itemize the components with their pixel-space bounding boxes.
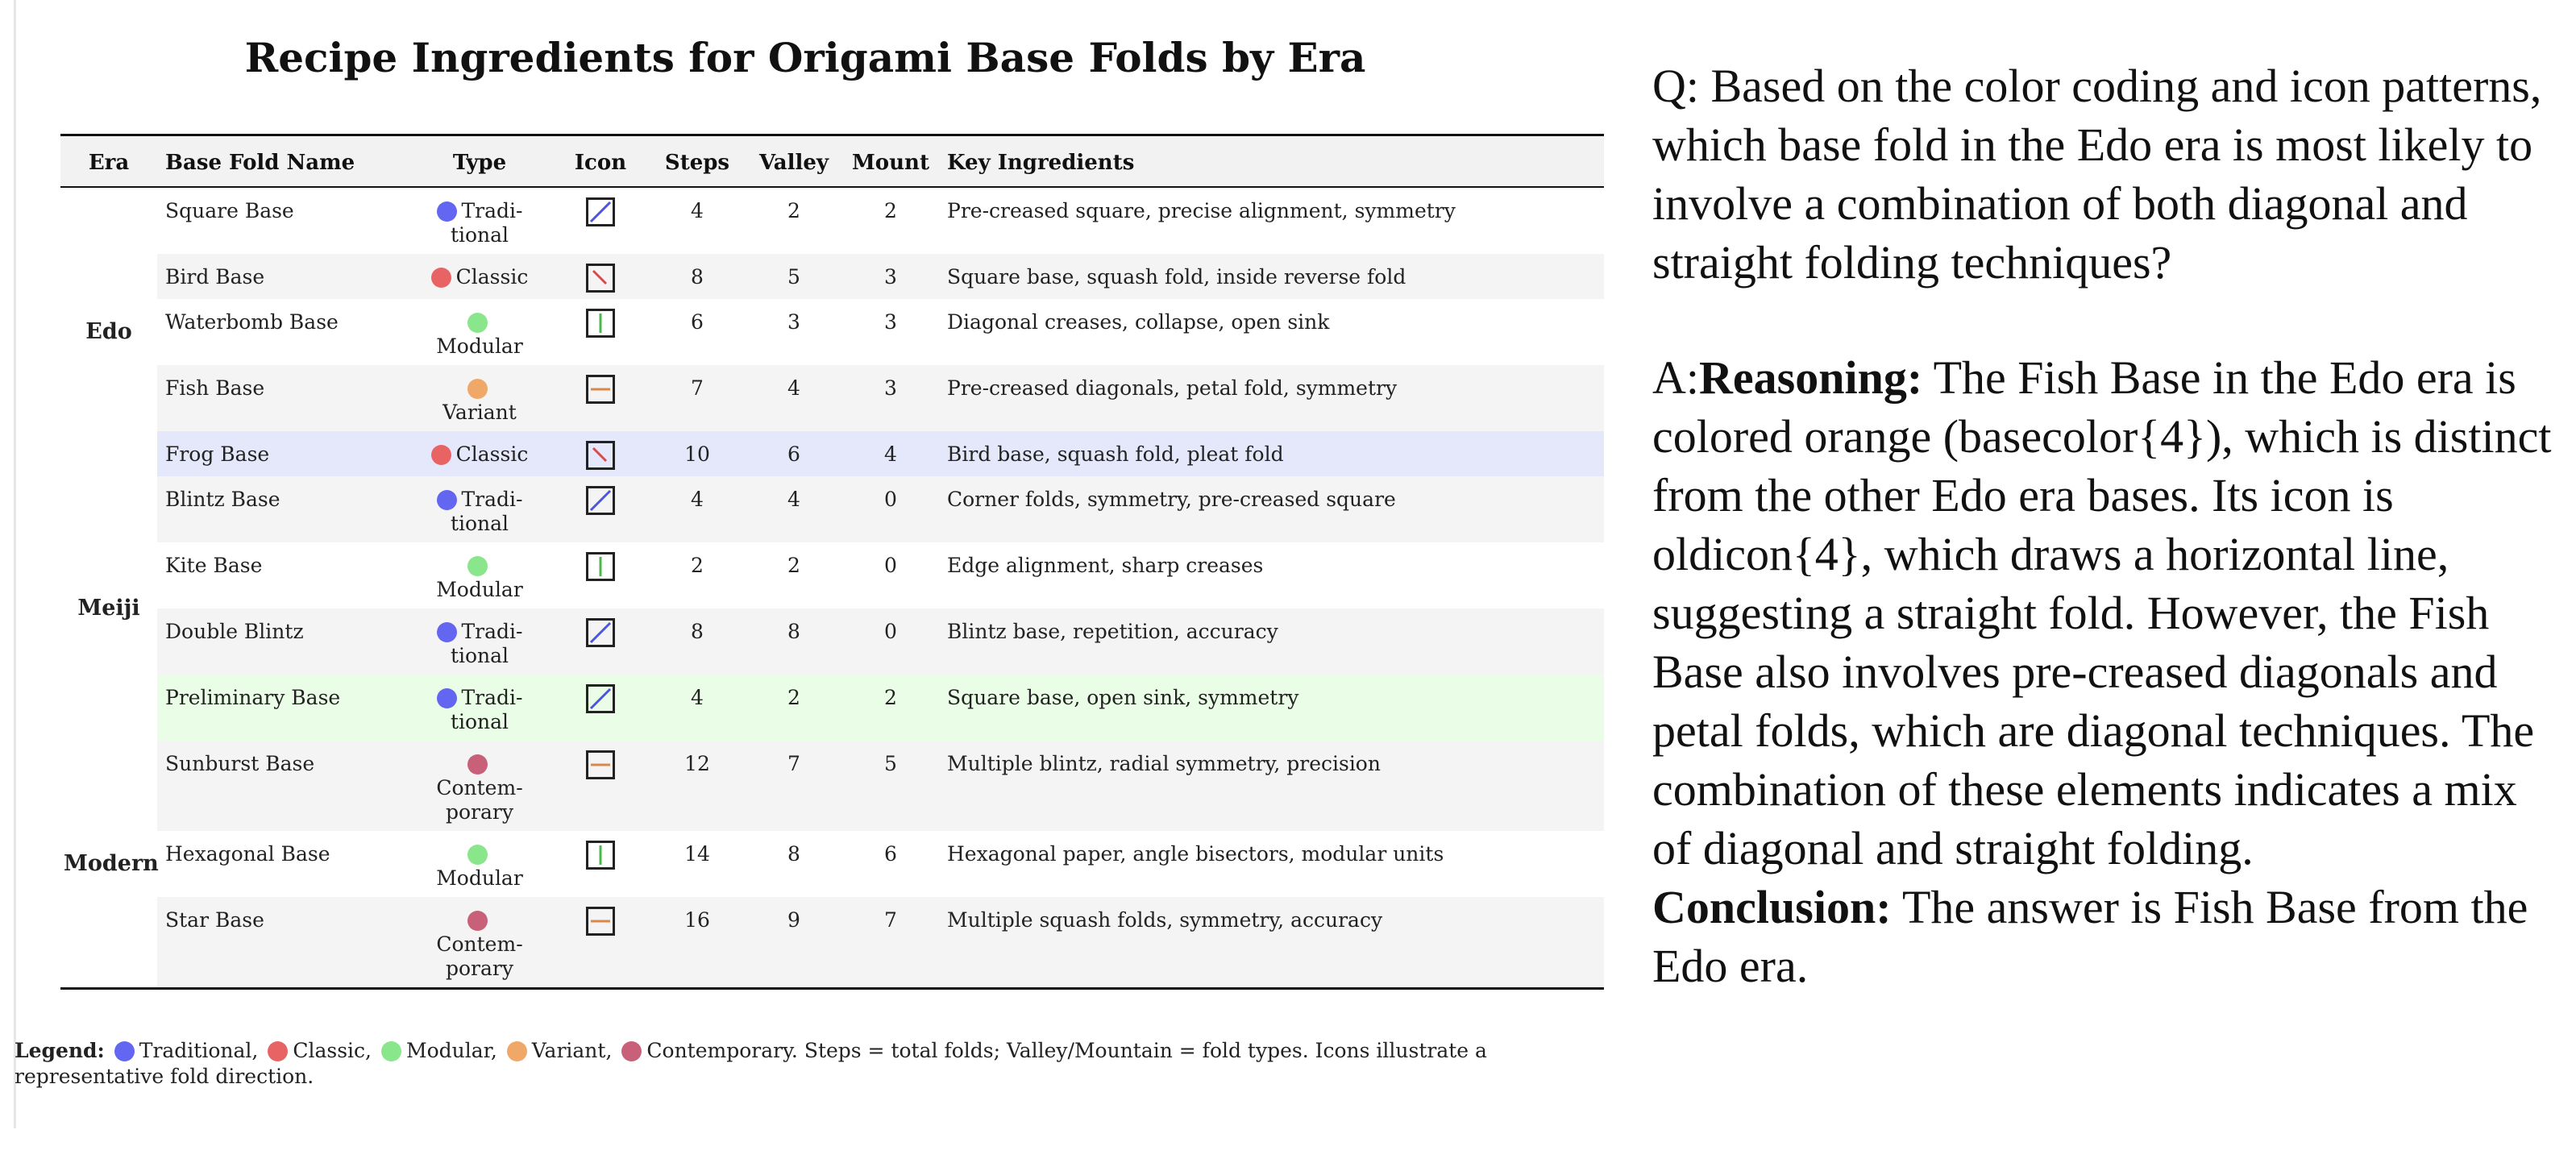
type-label-line1: Classic xyxy=(455,442,529,466)
ingredients-cell: Diagonal creases, collapse, open sink xyxy=(947,310,1330,334)
table-row xyxy=(60,542,1604,608)
icon-cell xyxy=(552,542,649,608)
base-fold-name: Blintz Base xyxy=(165,488,280,511)
mount-cell: 0 xyxy=(884,488,897,511)
table-row xyxy=(60,299,1604,365)
type-label-line1: Tradi- xyxy=(461,199,523,222)
horizontal-line-icon xyxy=(586,375,615,404)
type-cell xyxy=(407,542,552,608)
ingredients-cell: Multiple blintz, radial symmetry, precision xyxy=(947,752,1381,775)
table-row xyxy=(60,675,1604,741)
diagonal-up-icon xyxy=(586,486,615,515)
horizontal-line-icon xyxy=(586,750,615,779)
base-fold-name: Frog Base xyxy=(165,442,270,466)
legend xyxy=(15,1038,1610,1090)
type-color-dot xyxy=(467,556,488,576)
table-row xyxy=(60,365,1604,431)
valley-cell: 4 xyxy=(787,488,800,511)
mount-cell: 6 xyxy=(884,842,897,866)
type-label-line2: Variant xyxy=(442,401,517,424)
type-label-line2: Modular xyxy=(436,866,523,890)
mount-cell: 3 xyxy=(884,310,897,334)
base-fold-name: Hexagonal Base xyxy=(165,842,330,866)
table-row xyxy=(60,608,1604,675)
steps-cell: 8 xyxy=(691,265,704,289)
type-color-dot xyxy=(437,688,457,708)
type-label-line2: Contem- xyxy=(436,776,523,799)
steps-cell: 10 xyxy=(684,442,710,466)
vertical-line-icon xyxy=(586,841,615,870)
table-row xyxy=(60,476,1604,542)
type-label-line2: tional xyxy=(450,223,509,247)
base-fold-name: Waterbomb Base xyxy=(165,310,339,334)
type-label-line1: Tradi- xyxy=(461,686,523,709)
legend-dot-classic xyxy=(268,1041,288,1061)
icon-cell xyxy=(552,675,649,741)
legend-item-modular: Modular, xyxy=(405,1039,497,1062)
table-header xyxy=(60,135,1604,188)
type-color-dot xyxy=(467,911,488,931)
type-label-line2: Modular xyxy=(436,578,523,601)
header-steps: Steps xyxy=(664,151,730,175)
icon-cell xyxy=(552,299,649,365)
steps-cell: 4 xyxy=(691,199,704,222)
steps-cell: 16 xyxy=(684,908,710,932)
conclusion-text: The answer is Fish Base from the Edo era. xyxy=(1652,881,2528,992)
legend-item-variant: Variant, xyxy=(531,1039,613,1062)
legend-item-traditional: Traditional, xyxy=(139,1039,259,1062)
vertical-line-icon xyxy=(586,552,615,581)
type-cell xyxy=(407,476,552,542)
era-cell: Modern xyxy=(60,741,157,989)
type-cell xyxy=(407,897,552,989)
question-prefix: Q: xyxy=(1652,60,1699,112)
type-label-line3: porary xyxy=(446,800,513,824)
base-fold-name: Sunburst Base xyxy=(165,752,315,775)
ingredients-cell: Bird base, squash fold, pleat fold xyxy=(947,442,1284,466)
valley-cell: 2 xyxy=(787,686,800,709)
valley-cell: 3 xyxy=(787,310,800,334)
legend-item-contemporary: Contemporary. xyxy=(646,1039,798,1062)
base-fold-name: Bird Base xyxy=(165,265,265,289)
steps-cell: 6 xyxy=(691,310,704,334)
table-row xyxy=(60,254,1604,299)
valley-cell: 2 xyxy=(787,554,800,577)
reasoning-label: Reasoning: xyxy=(1699,351,1923,404)
legend-dot-variant xyxy=(507,1041,527,1061)
type-label-line3: porary xyxy=(446,957,513,980)
icon-cell xyxy=(552,187,649,254)
header-valley: Valley xyxy=(758,151,829,175)
vertical-line-icon xyxy=(586,309,615,338)
type-label-line2: tional xyxy=(450,512,509,535)
type-label-line2: tional xyxy=(450,644,509,667)
icon-cell xyxy=(552,897,649,989)
type-color-dot xyxy=(437,622,457,642)
ingredients-cell: Pre-creased square, precise alignment, symmetry xyxy=(947,199,1456,222)
type-label-line1: Tradi- xyxy=(461,488,523,511)
valley-cell: 2 xyxy=(787,199,800,222)
valley-cell: 6 xyxy=(787,442,800,466)
type-cell xyxy=(407,741,552,831)
ingredients-cell: Square base, open sink, symmetry xyxy=(947,686,1299,709)
icon-cell xyxy=(552,254,649,299)
valley-cell: 7 xyxy=(787,752,800,775)
type-label-line2: Modular xyxy=(436,334,523,358)
header-name: Base Fold Name xyxy=(165,151,355,175)
diagonal-down-icon xyxy=(586,264,615,293)
base-fold-name: Fish Base xyxy=(165,376,265,400)
legend-note: Steps = total folds; Valley/Mountain = fold types. Icons illustrate a representative fold direction. xyxy=(15,1039,1487,1088)
table-row xyxy=(60,831,1604,897)
type-color-dot xyxy=(467,313,488,333)
mount-cell: 3 xyxy=(884,376,897,400)
question-text: Based on the color coding and icon patterns, which base fold in the Edo era is most likely to involve a combination of both diagonal and straight folding techniques? xyxy=(1652,60,2542,289)
ingredients-cell: Multiple squash folds, symmetry, accuracy xyxy=(947,908,1383,932)
ingredients-cell: Hexagonal paper, angle bisectors, modular units xyxy=(947,842,1444,866)
base-fold-name: Square Base xyxy=(165,199,294,222)
legend-item-classic: Classic, xyxy=(293,1039,372,1062)
type-color-dot xyxy=(437,201,457,222)
type-cell xyxy=(407,608,552,675)
header-era: Era xyxy=(88,151,130,175)
type-color-dot xyxy=(467,845,488,865)
legend-dot-modular xyxy=(381,1041,401,1061)
icon-cell xyxy=(552,431,649,476)
type-label-line2: Contem- xyxy=(436,932,523,956)
type-cell xyxy=(407,299,552,365)
question-paragraph xyxy=(1652,56,2555,292)
header-type: Type xyxy=(452,151,507,175)
ingredients-cell: Pre-creased diagonals, petal fold, symmetry xyxy=(947,376,1398,400)
mount-cell: 0 xyxy=(884,620,897,643)
qa-panel xyxy=(1652,56,2555,995)
era-cell: Edo xyxy=(60,187,157,476)
table-body xyxy=(60,187,1604,989)
steps-cell: 4 xyxy=(691,686,704,709)
reasoning-text: The Fish Base in the Edo era is colored orange (basecolor{4}), which is distinct from the other Edo era bases. Its icon is oldicon{4}, which draws a horizontal line, suggesting a straight fold. However, the Fish Base also involves pre-creased diagonals and petal folds, which are diagonal techniques. The combination of these elements indicates a mix of diagonal and straight folding. xyxy=(1652,351,2552,874)
legend-dot-traditional xyxy=(114,1041,135,1061)
icon-cell xyxy=(552,476,649,542)
steps-cell: 14 xyxy=(684,842,710,866)
table-row xyxy=(60,431,1604,476)
mount-cell: 2 xyxy=(884,199,897,222)
type-cell xyxy=(407,831,552,897)
base-fold-name: Star Base xyxy=(165,908,264,932)
answer-prefix: A: xyxy=(1652,351,1699,404)
horizontal-line-icon xyxy=(586,907,615,936)
table-row xyxy=(60,741,1604,831)
ingredients-table-container xyxy=(60,134,1604,990)
header-ingredients: Key Ingredients xyxy=(947,151,1135,175)
mount-cell: 2 xyxy=(884,686,897,709)
table-row xyxy=(60,897,1604,989)
steps-cell: 8 xyxy=(691,620,704,643)
page-left-rule xyxy=(14,0,16,1128)
icon-cell xyxy=(552,741,649,831)
steps-cell: 7 xyxy=(691,376,704,400)
answer-paragraph xyxy=(1652,348,2555,878)
valley-cell: 9 xyxy=(787,908,800,932)
type-cell xyxy=(407,431,552,476)
ingredients-cell: Square base, squash fold, inside reverse fold xyxy=(947,265,1406,289)
type-label-line1: Classic xyxy=(455,265,529,289)
steps-cell: 4 xyxy=(691,488,704,511)
icon-cell xyxy=(552,831,649,897)
base-fold-name: Double Blintz xyxy=(165,620,304,643)
mount-cell: 4 xyxy=(884,442,897,466)
valley-cell: 5 xyxy=(787,265,800,289)
valley-cell: 8 xyxy=(787,842,800,866)
header-mount: Mount xyxy=(852,151,929,175)
steps-cell: 2 xyxy=(691,554,704,577)
icon-cell xyxy=(552,608,649,675)
type-color-dot xyxy=(431,268,451,288)
table-row xyxy=(60,187,1604,254)
diagonal-up-icon xyxy=(586,618,615,647)
mount-cell: 5 xyxy=(884,752,897,775)
icon-cell xyxy=(552,365,649,431)
type-cell xyxy=(407,675,552,741)
ingredients-cell: Blintz base, repetition, accuracy xyxy=(947,620,1278,643)
type-cell xyxy=(407,187,552,254)
type-color-dot xyxy=(431,445,451,465)
ingredients-cell: Corner folds, symmetry, pre-creased square xyxy=(947,488,1396,511)
legend-dot-contemporary xyxy=(621,1041,642,1061)
type-label-line2: tional xyxy=(450,710,509,733)
conclusion-label: Conclusion: xyxy=(1652,881,1892,933)
mount-cell: 3 xyxy=(884,265,897,289)
ingredients-cell: Edge alignment, sharp creases xyxy=(947,554,1264,577)
page-title: Recipe Ingredients for Origami Base Folds by Era xyxy=(244,34,1366,81)
era-cell: Meiji xyxy=(60,476,157,741)
type-color-dot xyxy=(467,754,488,775)
valley-cell: 4 xyxy=(787,376,800,400)
diagonal-up-icon xyxy=(586,197,615,226)
type-color-dot xyxy=(437,490,457,510)
legend-label: Legend: xyxy=(15,1039,105,1062)
ingredients-table xyxy=(60,134,1604,990)
mount-cell: 7 xyxy=(884,908,897,932)
type-cell xyxy=(407,254,552,299)
diagonal-up-icon xyxy=(586,684,615,713)
steps-cell: 12 xyxy=(684,752,710,775)
mount-cell: 0 xyxy=(884,554,897,577)
type-color-dot xyxy=(467,379,488,399)
base-fold-name: Preliminary Base xyxy=(165,686,341,709)
base-fold-name: Kite Base xyxy=(165,554,263,577)
valley-cell: 8 xyxy=(787,620,800,643)
type-label-line1: Tradi- xyxy=(461,620,523,643)
header-icon: Icon xyxy=(574,151,627,175)
type-cell xyxy=(407,365,552,431)
conclusion-paragraph xyxy=(1652,878,2555,995)
diagonal-down-icon xyxy=(586,441,615,470)
